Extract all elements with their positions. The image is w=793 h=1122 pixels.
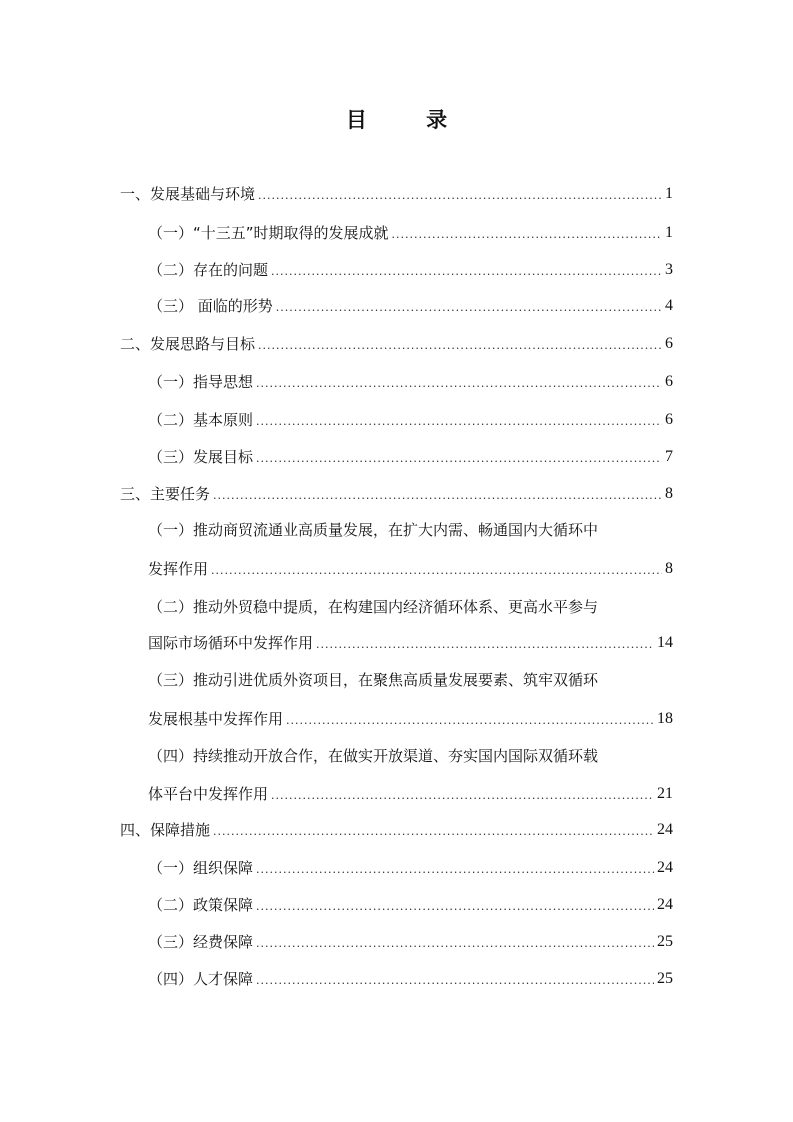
toc-page-number: 3 <box>665 261 673 278</box>
toc-page-number: 7 <box>665 448 673 465</box>
toc-entry-section-3-1[interactable] <box>148 559 673 579</box>
toc-entry-label: （三）发展目标 <box>148 448 254 466</box>
toc-page-number: 25 <box>657 933 673 950</box>
toc-entry-label: 四、保障措施 <box>120 821 211 839</box>
leader-dots <box>213 824 654 840</box>
toc-entry-section-2-2[interactable] <box>148 410 673 430</box>
leader-dots <box>256 899 654 915</box>
toc-entry-section-3-4[interactable] <box>148 784 673 804</box>
toc-page-number: 8 <box>665 560 673 577</box>
leader-dots <box>258 338 662 354</box>
toc-entry-section-4[interactable] <box>120 820 673 840</box>
toc-entry-label: （三）经费保障 <box>148 933 254 951</box>
toc-entry-label: 发展根基中发挥作用 <box>148 710 284 728</box>
toc-page-number: 1 <box>665 224 673 241</box>
leader-dots <box>392 227 662 243</box>
toc-entry-section-1-2[interactable] <box>148 260 673 280</box>
toc-page-number: 25 <box>657 970 673 987</box>
toc-page-number: 24 <box>657 896 673 913</box>
leader-dots <box>258 188 662 204</box>
toc-page-number: 1 <box>665 185 673 202</box>
toc-entry-section-3-4-line1[interactable]: （四）持续推动开放合作，在做实开放渠道、夯实国内国际双循环载 <box>148 747 599 765</box>
toc-page-number: 21 <box>657 785 673 802</box>
leader-dots <box>256 376 662 392</box>
leader-dots <box>316 637 654 653</box>
toc-entry-section-4-3[interactable] <box>148 932 673 952</box>
toc-page-number: 14 <box>657 634 673 651</box>
leader-dots <box>256 936 654 952</box>
toc-entry-section-3-2[interactable] <box>148 633 673 653</box>
leader-dots <box>256 414 662 430</box>
toc-entry-label: （三） 面临的形势 <box>148 297 273 315</box>
toc-entry-label: （一）指导思想 <box>148 373 254 391</box>
leader-dots <box>256 862 654 878</box>
leader-dots <box>211 563 662 579</box>
toc-entry-label: （二）政策保障 <box>148 896 254 914</box>
toc-entry-label: （一）组织保障 <box>148 859 254 877</box>
leader-dots <box>213 488 662 504</box>
toc-entry-label: （二）存在的问题 <box>148 261 269 279</box>
toc-page-number: 24 <box>657 821 673 838</box>
toc-entry-label: （二）基本原则 <box>148 411 254 429</box>
toc-page-number: 4 <box>665 297 673 314</box>
toc-page-number: 18 <box>657 710 673 727</box>
toc-entry-label: 一、发展基础与环境 <box>120 185 256 203</box>
leader-dots <box>276 300 662 316</box>
toc-entry-section-4-4[interactable] <box>148 969 673 989</box>
leader-dots <box>271 264 662 280</box>
toc-entry-label: 体平台中发挥作用 <box>148 785 269 803</box>
toc-page-number: 8 <box>665 485 673 502</box>
toc-entry-section-2-3[interactable] <box>148 447 673 467</box>
toc-page-number: 6 <box>665 335 673 352</box>
toc-entry-label: 三、主要任务 <box>120 485 211 503</box>
toc-entry-section-4-2[interactable] <box>148 895 673 915</box>
toc-entry-section-1-3[interactable] <box>148 296 673 316</box>
page-title: 目 录 <box>345 108 474 132</box>
toc-entry-label: （一）“十三五”时期取得的发展成就 <box>148 224 389 242</box>
leader-dots <box>286 713 654 729</box>
toc-entry-section-3-3[interactable] <box>148 709 673 729</box>
toc-page-number: 6 <box>665 373 673 390</box>
toc-entry-label: （四）人才保障 <box>148 970 254 988</box>
toc-page-number: 24 <box>657 859 673 876</box>
toc-entry-label: 发挥作用 <box>148 560 209 578</box>
toc-entry-section-1-1[interactable] <box>148 223 673 243</box>
toc-entry-section-3[interactable] <box>120 484 673 504</box>
toc-entry-section-3-1-line1[interactable]: （一）推动商贸流通业高质量发展，在扩大内需、畅通国内大循环中 <box>148 521 599 539</box>
leader-dots <box>271 788 654 804</box>
toc-entry-label: 二、发展思路与目标 <box>120 335 256 353</box>
toc-entry-section-4-1[interactable] <box>148 858 673 878</box>
leader-dots <box>256 451 662 467</box>
toc-page-number: 6 <box>665 411 673 428</box>
toc-entry-section-1[interactable] <box>120 184 673 204</box>
toc-entry-label: 国际市场循环中发挥作用 <box>148 634 314 652</box>
leader-dots <box>256 973 654 989</box>
toc-entry-section-3-2-line1[interactable]: （二）推动外贸稳中提质，在构建国内经济循环体系、更高水平参与 <box>148 598 599 616</box>
toc-entry-section-3-3-line1[interactable]: （三）推动引进优质外资项目，在聚焦高质量发展要素、筑牢双循环 <box>148 671 599 689</box>
toc-entry-section-2-1[interactable] <box>148 372 673 392</box>
toc-entry-section-2[interactable] <box>120 334 673 354</box>
